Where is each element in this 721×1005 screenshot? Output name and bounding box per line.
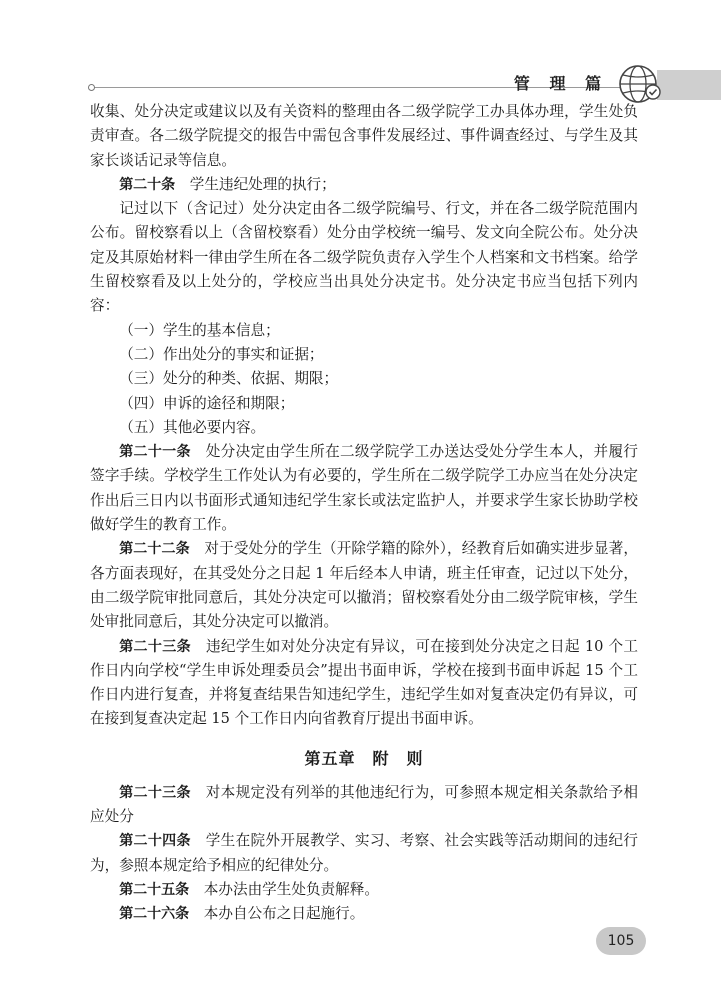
article-text: 本办自公布之日起施行。 [203,905,365,923]
article-21 [90,440,638,537]
article-20-body: 记过以下（含记过）处分决定由各二级学院编号、行文，并在各二级学院范围内公布。留校察看以上（含留校察看）处分由学校统一编号、发文向全院公布。处分决定及其原始材料一律由学生所在各二级学院负责存入学生个人档案和文书档案。给学生留校察看及以上处分的，学校应当出具处分决定书。处分决定书应当包括下列内容： [90,200,638,315]
article-20 [90,173,638,197]
article-24 [90,829,638,878]
article-25 [90,878,638,902]
article-label: 第二十一条 [119,444,191,461]
article-label: 第二十二条 [119,541,190,558]
article-text: 对于受处分的学生（开除学籍的除外），经教育后如确实进步显著，各方面表现好，在其受处分之日起 1 年后经本人申请，班主任审查，记过以下处分，由二级学院审批同意后，其处分决定可以撤消；留校察看处分由二级学院审核，学生处审批同意后，其处分决定可以撤消。 [90,540,638,631]
article-text: 违纪学生如对处分决定有异议，可在接到处分决定之日起 10 个工作日内向学校“学生申诉处理委员会”提出书面申诉，学校在接到书面申诉起 15 个工作日内进行复查，并将复查结果告知违纪学生，违纪学生如对复查决定仍有异议，可在接到复查决定起 15 个工作日内向省教育厅提出书面申诉。 [90,637,638,728]
article-label: 第二十条 [119,176,176,193]
paragraph-continuation: 收集、处分决定或建议以及有关资料的整理由各二级学院学工办具体办理，学生处负责审查。各二级学院提交的报告中需包含事件发展经过、事件调查经过、与学生及其家长谈话记录等信息。 [90,103,638,169]
list-item: （一）学生的基本信息； [119,321,280,339]
list-item: （二）作出处分的事实和证据； [119,345,324,363]
page-body [90,100,638,927]
article-label: 第二十三条 [119,638,191,655]
header-rule-dot [88,84,95,91]
list-item: （五）其他必要内容。 [119,418,266,436]
article-23 [90,635,638,732]
article-22 [90,537,638,634]
article-text: 处分决定由学生所在二级学院学工办送达受处分学生本人，并履行签字手续。学校学生工作处认为有必要的，学生所在二级学院学工办应当在处分决定作出后三日内以书面形式通知违纪学生家长或法定监护人，并要求学生家长协助学校做好学生的教育工作。 [90,443,638,534]
article-text: 学生在院外开展教学、实习、考察、社会实践等活动期间的违纪行为，参照本规定给予相应的纪律处分。 [90,832,638,874]
page-number: 105 [596,927,646,955]
header-gray-band [657,70,721,100]
article-text: 对本规定没有列举的其他违纪行为，可参照本规定相关条款给予相应处分 [90,783,638,826]
chapter-heading: 第五章 附 则 [304,748,424,768]
section-title: 管 理 篇 [513,74,609,93]
article-23-supplement [90,781,638,830]
article-label: 第二十五条 [119,881,190,898]
article-text: 学生违纪处理的执行； [189,175,336,193]
article-label: 第二十六条 [119,906,190,923]
list-item: （三）处分的种类、依据、期限； [119,370,339,388]
article-26 [90,902,638,926]
article-text: 本办法由学生处负责解释。 [203,880,379,898]
list-item: （四）申诉的途径和期限； [119,394,295,412]
article-label: 第二十三条 [119,784,191,801]
article-label: 第二十四条 [119,833,191,850]
